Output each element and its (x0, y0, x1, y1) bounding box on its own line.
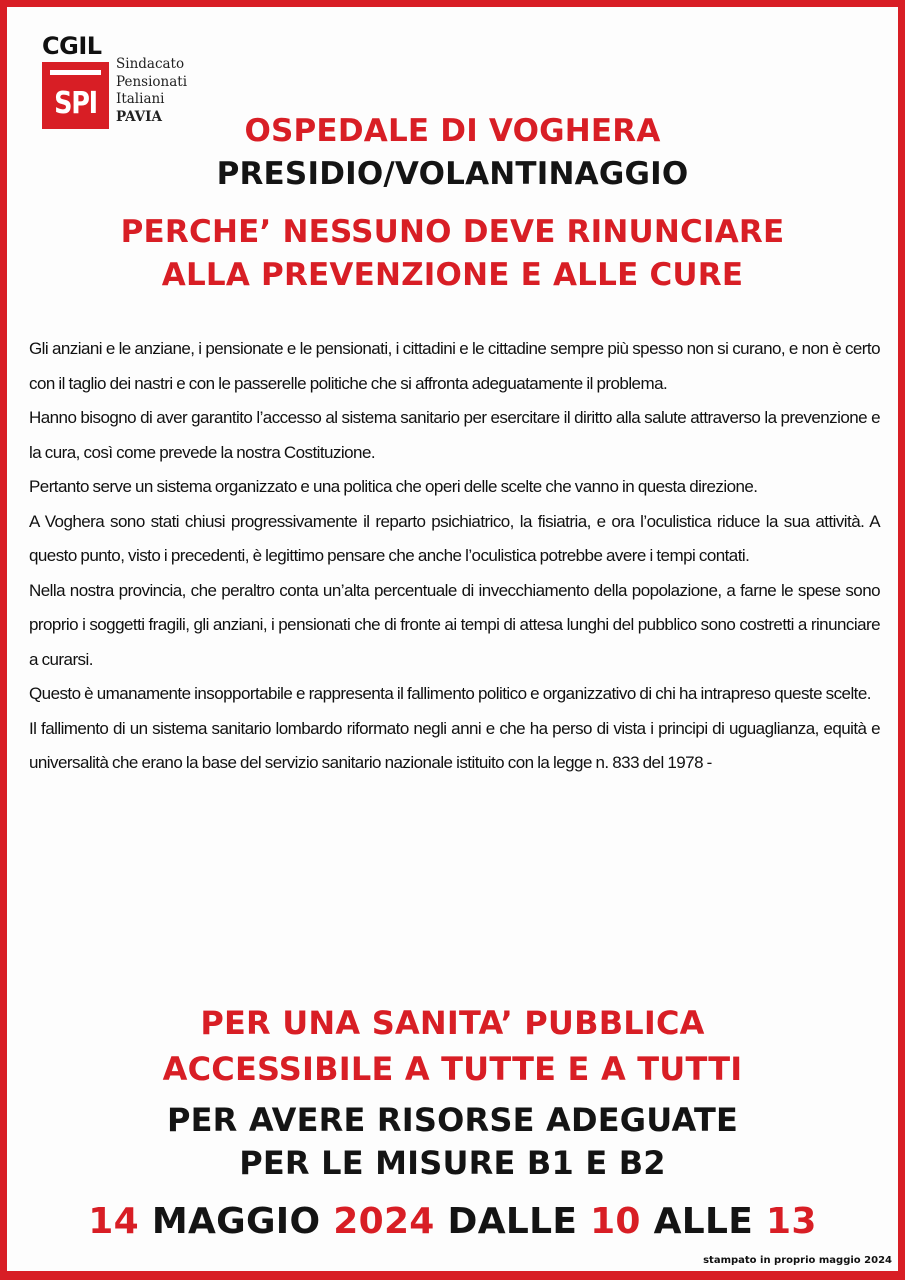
slogan-line-2: ALLA PREVENZIONE E ALLE CURE (161, 257, 744, 293)
date-to-hour: 13 (766, 1201, 817, 1242)
event-title: PRESIDIO/VOLANTINAGGIO (216, 156, 689, 192)
closing-black-line-1: PER AVERE RISORSE ADEGUATE (166, 1101, 739, 1139)
closing-red-line-1: PER UNA SANITA’ PUBBLICA (200, 1004, 705, 1042)
date-day: 14 (88, 1201, 139, 1242)
paragraph: Questo è umanamente insopportabile e rappresenta il fallimento politico e organizzativo di chi ha intrapreso queste scelte. (29, 684, 871, 703)
printed-note: stampato in proprio maggio 2024 (703, 1255, 892, 1266)
event-date-time (0, 1197, 905, 1247)
flyer-body (29, 332, 880, 781)
paragraph: Nella nostra provincia, che peraltro conta un’alta percentuale di invecchiamento della popolazione, a farne le spese sono proprio i soggetti fragili, gli anziani, i pensionati che di fronte ai tempi di attesa lunghi del pubblico sono costretti a rinunciare a curarsi. (29, 580, 880, 669)
date-from-hour: 10 (590, 1201, 641, 1242)
logo-city: PAVIA (116, 108, 162, 125)
logo-spi-text: SPI (54, 86, 97, 121)
date-year: 2024 (333, 1201, 435, 1242)
date-month: MAGGIO (151, 1201, 321, 1242)
closing-black-line-2: PER LE MISURE B1 E B2 (239, 1144, 666, 1182)
closing-red-line-2: ACCESSIBILE A TUTTE E A TUTTI (162, 1050, 743, 1088)
paragraph: Pertanto serve un sistema organizzato e una politica che operi delle scelte che vanno in questa direzione. (29, 477, 758, 496)
paragraph: Gli anziani e le anziane, i pensionate e le pensionati, i cittadini e le cittadine sempre più spesso non si curano, e non è certo con il taglio dei nastri e con le passerelle politiche che si affronta adeguatamente il problema. (29, 339, 880, 393)
paragraph: A Voghera sono stati chiusi progressivamente il reparto psichiatrico, la fisiatria, e ora l’oculistica riduce la sua attività. A questo punto, visto i precedenti, è legittimo pensare che anche l’oculistica potrebbe avere i tempi contati. (29, 511, 880, 565)
logo-line-3: Italiani (116, 91, 165, 107)
hospital-title: OSPEDALE DI VOGHERA (244, 113, 661, 149)
logo-cgil-text: CGIL (42, 32, 102, 60)
paragraph: Hanno bisogno di aver garantito l’accesso al sistema sanitario per esercitare il diritto alla salute attraverso la prevenzione e la cura, così come prevede la nostra Costituzione. (29, 408, 880, 462)
slogan-line-1: PERCHE’ NESSUNO DEVE RINUNCIARE (120, 214, 785, 250)
paragraph: Il fallimento di un sistema sanitario lombardo riformato negli anni e che ha perso di vista i principi di uguaglianza, equità e universalità che erano la base del servizio sanitario nazionale istituito con la legge n. 833 del 1978 - (29, 718, 880, 772)
logo-bar (50, 70, 101, 75)
logo-line-2: Pensionati (116, 73, 188, 90)
date-from-word: DALLE (447, 1201, 578, 1242)
date-to-word: ALLE (653, 1201, 754, 1242)
logo-line-1: Sindacato (116, 56, 185, 72)
